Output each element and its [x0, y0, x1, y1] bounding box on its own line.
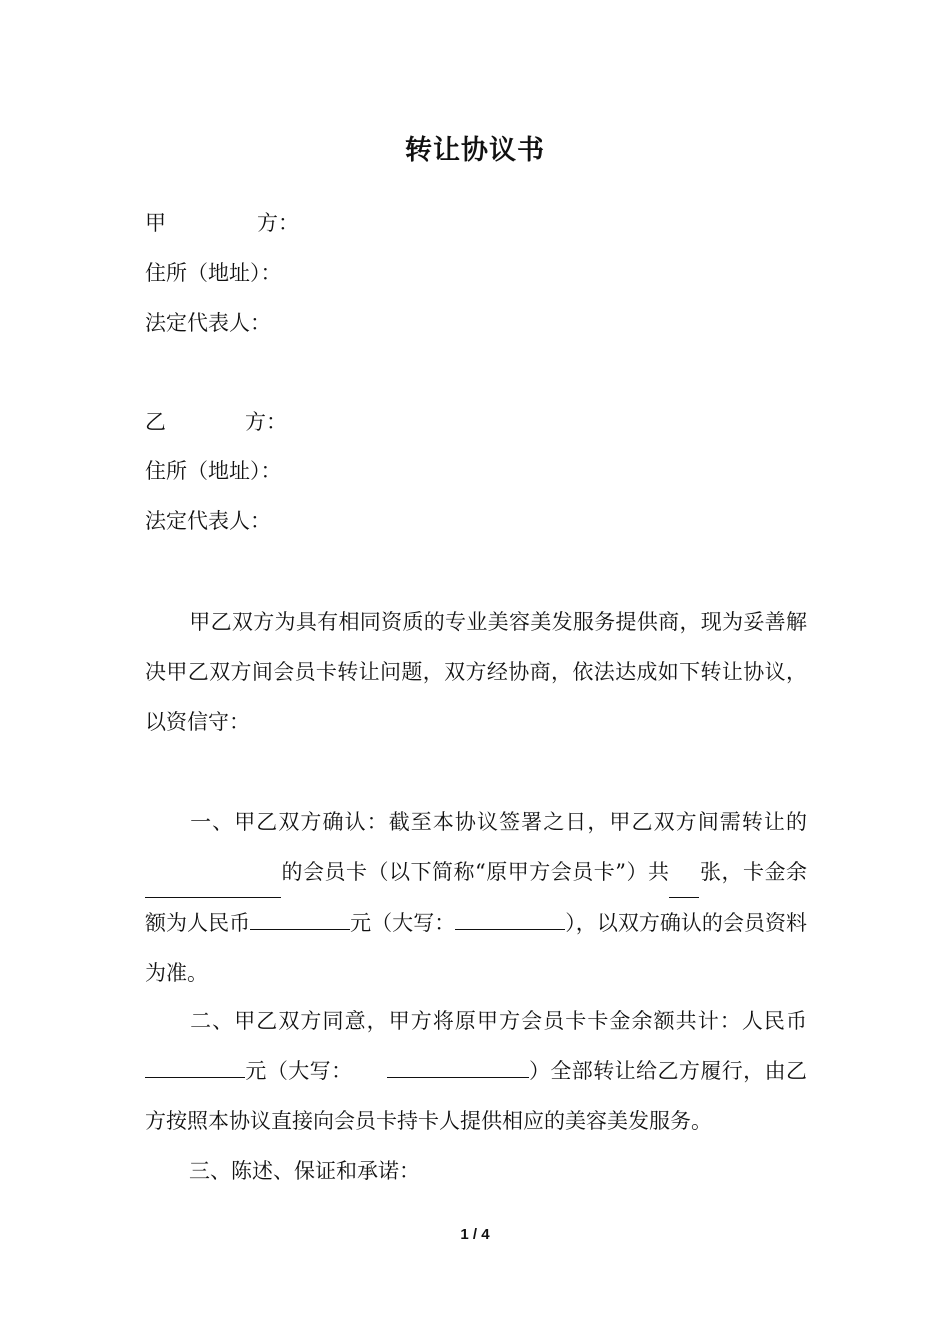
clause-1-text-4: 元（大写：	[350, 911, 456, 935]
clause-1-text-3: 张，卡金余额为人民币	[145, 860, 807, 935]
clause-2	[145, 996, 807, 1146]
clause-1-text-1: 一、甲乙双方确认：截至本协议签署之日，甲乙双方间需转让的	[189, 810, 807, 834]
party-b-label-first: 乙	[145, 410, 166, 434]
party-b-rep-label: 法定代表人：	[145, 509, 271, 533]
intro-paragraph	[145, 597, 807, 747]
party-a-label-second: 方：	[257, 211, 299, 235]
amount-blank[interactable]	[250, 907, 350, 930]
card-count-blank[interactable]	[669, 847, 699, 898]
clause-3	[145, 1146, 807, 1196]
clause-2-text-3: ）全部转让给乙方履行，由乙方按照本协议直接向会员卡持卡人提供相应的美容美发服务。	[145, 1059, 808, 1133]
party-b-label-second: 方：	[245, 410, 287, 434]
balance-words-blank[interactable]	[387, 1055, 529, 1078]
intro-text: 甲乙双方为具有相同资质的专业美容美发服务提供商，现为妥善解决甲乙双方间会员卡转让问题，双方经协商，依法达成如下转让协议，以资信守：	[145, 610, 807, 734]
balance-amount-blank[interactable]	[145, 1055, 245, 1078]
party-b-address-label: 住所（地址）：	[145, 459, 282, 483]
clause-1-text-2: 的会员卡（以下简称“原甲方会员卡”）共	[281, 860, 670, 884]
party-b-label	[145, 407, 287, 437]
clause-1	[145, 797, 807, 998]
card-type-blank[interactable]	[145, 847, 281, 898]
party-a-label-first: 甲	[145, 211, 166, 235]
party-a-address-label: 住所（地址）：	[145, 261, 282, 285]
clause-2-text-2: 元（大写：	[245, 1059, 353, 1083]
party-a-label	[145, 208, 299, 238]
party-a-rep-label: 法定代表人：	[145, 311, 271, 335]
document-title: 转让协议书	[405, 135, 545, 166]
page-number: 1 / 4	[460, 1226, 490, 1243]
clause-1-text-5: ），以双方确认的会员资料为准。	[145, 911, 808, 985]
clause-3-text: 三、陈述、保证和承诺：	[189, 1159, 420, 1183]
clause-2-text-1: 二、甲乙双方同意，甲方将原甲方会员卡卡金余额共计：人民币	[189, 1009, 807, 1033]
amount-words-blank[interactable]	[455, 907, 565, 930]
